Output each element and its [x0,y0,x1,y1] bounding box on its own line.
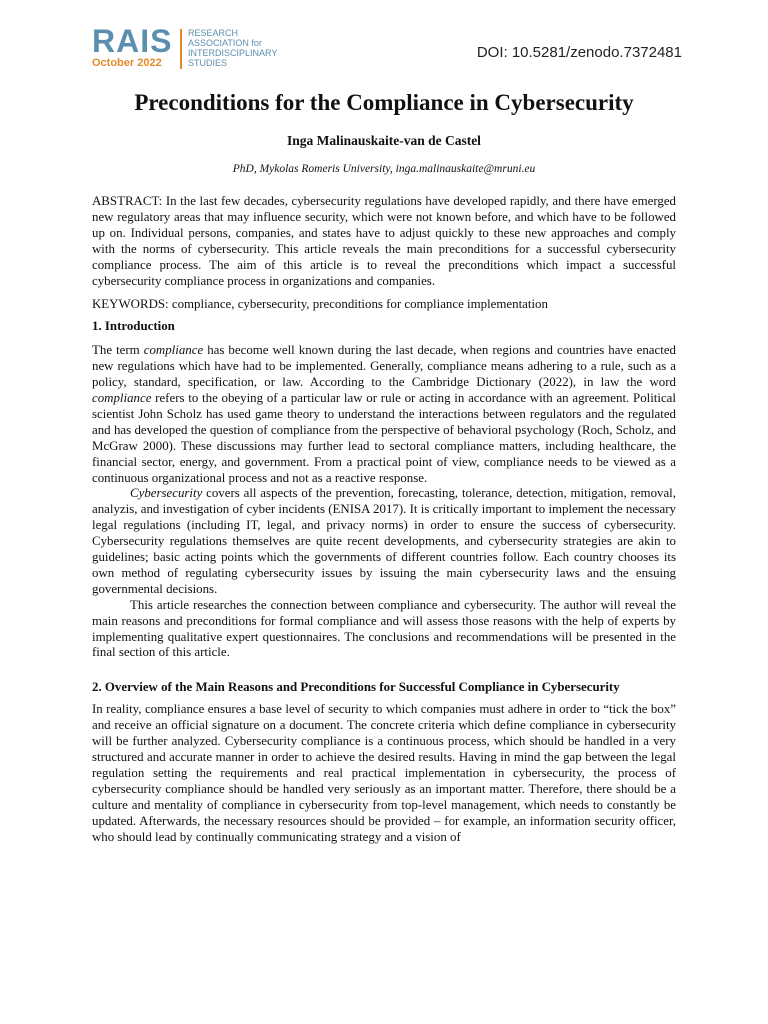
intro-paragraph-2: Cybersecurity covers all aspects of the prevention, forecasting, tolerance, detection, mitigation, removal, analyzis, and investigation of cyber incidents (ENISA 2017). It is critically important to implement the necessary legal regulations (including IT, legal, and privacy norms) in order to ensure the success of cybersecurity. Cybersecurity regulations themselves are quite recent developments, and cybersecurity strategies are akin to guidelines; basic acting points which the governments of different countries follow. Each country chooses its own method of regulating cybersecurity issues by issuing the main cybersecurity laws and the ensuing governmental decisions. [92,486,676,596]
logo-organization [188,28,277,68]
section-heading-overview: 2. Overview of the Main Reasons and Preconditions for Successful Compliance in Cybersecurity [92,680,620,695]
overview-paragraph-1: In reality, compliance ensures a base level of security to which companies must adhere in order to “tick the box” and receive an official signature on a document. The concrete criteria which define compliance in cybersecurity will be further analyzed. Cybersecurity compliance is a continuous process, which should be handled in a very structured and accurate manner in order to achieve the desired results. Having in mind the gap between the legal regulation setting the requirements and real practical implementation in cybersecurity, the process of cybersecurity compliance should be handled very seriously as an important matter. Therefore, there should be a culture and mentality of compliance in cybersecurity from top-level management, which needs to constantly be updated. Afterwards, the necessary resources should be provided – for example, an information security officer, who should lead by continually communicating strategy and a vision of [92,702,676,844]
logo-text: RAIS [92,23,173,59]
org-line: RESEARCH [188,28,239,38]
org-line: ASSOCIATION for [188,38,262,48]
paper-title: Preconditions for the Compliance in Cybersecurity [134,90,634,115]
author-affiliation: PhD, Mykolas Romeris University, inga.malinauskaite@mruni.eu [232,163,536,175]
term-compliance: compliance [143,343,204,358]
term-compliance: compliance [92,390,152,405]
section-heading-introduction: 1. Introduction [92,319,175,334]
keywords: KEYWORDS: compliance, cybersecurity, preconditions for compliance implementation [92,297,548,312]
org-line: INTERDISCIPLINARY [188,48,278,58]
author-name: Inga Malinauskaite-van de Castel [287,133,481,148]
abstract: ABSTRACT: In the last few decades, cybersecurity regulations have developed rapidly, and there have emerged new regulatory areas that may influence security, which were not known before, and which have to be followed up on. Individual persons, companies, and states have to adjust quickly to these new approaches and comply with the norms of cybersecurity. This article reveals the main preconditions for a successful cybersecurity compliance process. The aim of this article is to reveal the preconditions which impact a successful cybersecurity compliance process in organizations and companies. [92,194,676,288]
logo-date: October 2022 [92,57,162,69]
page-header [92,23,682,74]
doi-label: DOI: 10.5281/zenodo.7372481 [476,44,682,61]
paper-body [92,194,676,845]
logo-divider [180,29,182,69]
intro-paragraph-1: The term compliance has become well known during the last decade, when regions and countries have enacted new regulations which have had to be implemented. Generally, compliance means adhering to a rule, such as a policy, standard, specification, or law. According to the Cambridge Dictionary (2022), in law the word compliance refers to the obeying of a particular law or rule or acting in accordance with an agreement. Political scientist John Scholz has used game theory to understand the interactions between regulators and the regulated and has developed the question of compliance from the perspective of behavioral psychology (Roch, Scholz, and McGraw 2000). These discussions may further lead to sectoral compliance matters, including healthcare, the financial sector, energy, and government. From a practical point of view, compliance needs to be viewed as a continuous organizational process and not as a reactive response. [92,343,676,485]
term-cybersecurity: Cybersecurity [130,486,203,501]
intro-paragraph-3: This article researches the connection between compliance and cybersecurity. The author will reveal the main reasons and preconditions for formal compliance and will assess those reasons with the help of experts by implementing qualitative expert questionnaires. The conclusions and recommendations will be presented in the final section of this article. [92,597,676,660]
org-line: STUDIES [188,58,228,68]
